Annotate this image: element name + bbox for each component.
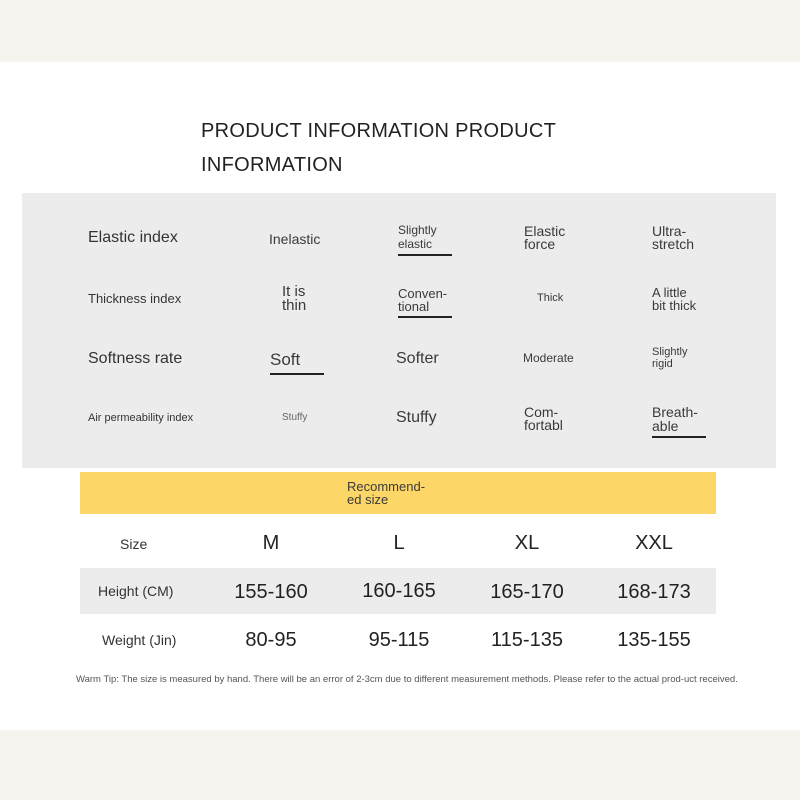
- option-moderate: Moderate: [523, 351, 574, 365]
- attribute-label-air-permeability: Air permeability index: [88, 412, 194, 424]
- recommended-size-label: Recommend- ed size: [347, 479, 426, 507]
- attribute-label-thickness: Thickness index: [88, 291, 182, 306]
- size-xl: XL: [514, 532, 540, 554]
- size-row-label: Size: [120, 536, 148, 552]
- size-xxl: XXL: [635, 532, 673, 554]
- size-l: L: [393, 532, 405, 554]
- option-a-little-thick: A little bit thick: [652, 285, 697, 313]
- attribute-label-softness: Softness rate: [88, 350, 183, 367]
- option-thin: It is thin: [282, 283, 307, 314]
- weight-m: 80-95: [245, 629, 297, 651]
- option-ultra-stretch: Ultra- stretch: [652, 223, 695, 252]
- option-softer: Softer: [396, 350, 439, 367]
- weight-xl: 115-135: [491, 629, 563, 651]
- weight-row-label: Weight (Jin): [102, 632, 177, 648]
- option-slightly-rigid: Slightly rigid: [652, 346, 688, 370]
- option-elastic-force: Elastic force: [524, 223, 566, 252]
- weight-l: 95-115: [368, 629, 430, 651]
- option-inelastic: Inelastic: [269, 231, 321, 247]
- option-breathable: Breath- able: [652, 405, 706, 438]
- page-title: PRODUCT INFORMATION PRODUCT INFORMATION: [201, 120, 557, 176]
- size-m: M: [262, 532, 280, 554]
- height-xl: 165-170: [490, 581, 564, 603]
- option-comfortable: Com- fortabl: [524, 404, 563, 433]
- option-stuffy-1: Stuffy: [282, 412, 308, 423]
- option-soft: Soft: [270, 350, 324, 375]
- weight-xxl: 135-155: [617, 629, 691, 651]
- warm-tip-note: Warm Tip: The size is measured by hand. There will be an error of 2-3cm due to different measurement methods. Please refer to the actual prod-uct received.: [76, 674, 738, 685]
- height-l: 160-165: [362, 580, 436, 602]
- option-conventional: Conven- tional: [398, 287, 452, 318]
- height-m: 155-160: [234, 581, 308, 603]
- height-row-label: Height (CM): [98, 583, 174, 599]
- option-thick: Thick: [537, 292, 564, 304]
- height-xxl: 168-173: [617, 581, 691, 603]
- option-slightly-elastic: Slightly elastic: [398, 223, 452, 256]
- option-stuffy-2: Stuffy: [396, 409, 437, 426]
- attribute-label-elastic: Elastic index: [88, 229, 178, 246]
